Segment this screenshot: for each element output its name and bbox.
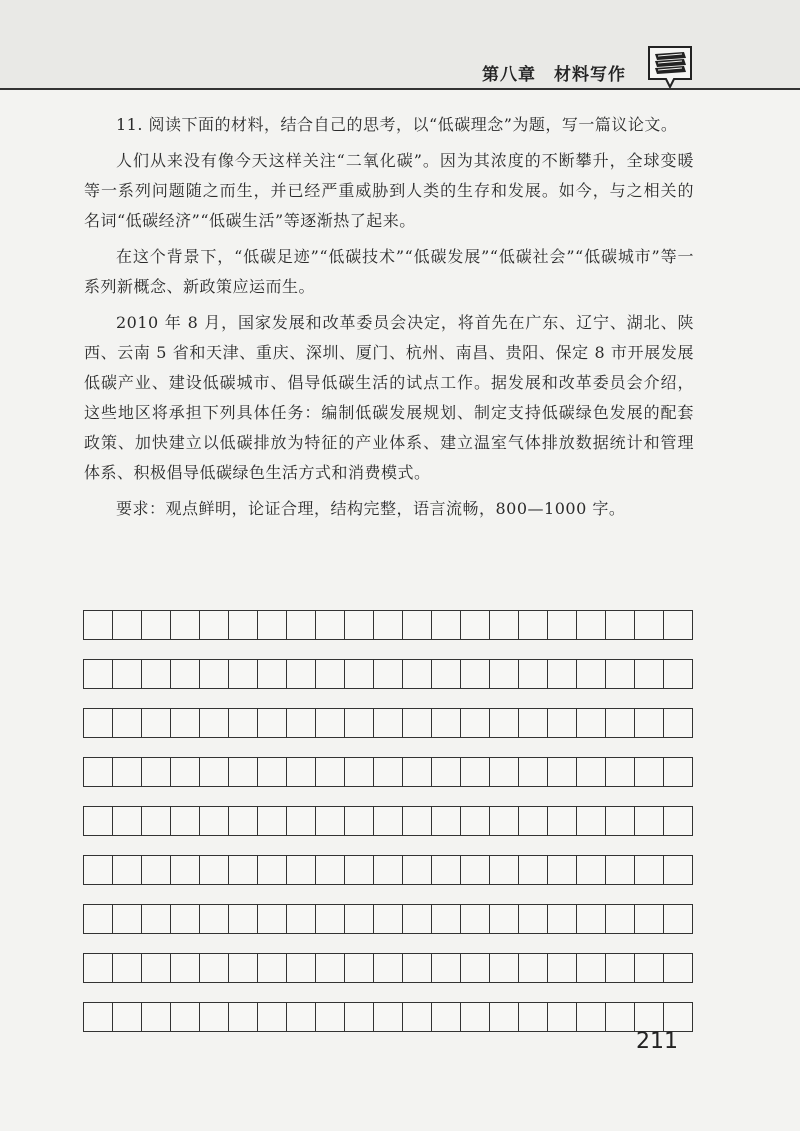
grid-cell[interactable] [577,953,606,983]
page-header [0,0,800,92]
grid-cell[interactable] [432,1002,461,1032]
grid-cell[interactable] [200,610,229,640]
grid-cell[interactable] [519,610,548,640]
grid-cell[interactable] [200,659,229,689]
grid-cell[interactable] [258,855,287,885]
grid-cell[interactable] [113,953,142,983]
grid-cell[interactable] [84,806,113,836]
grid-cell[interactable] [287,953,316,983]
grid-cell[interactable] [258,708,287,738]
page-number: 211 [636,1029,678,1054]
grid-cell[interactable] [577,757,606,787]
grid-cell[interactable] [84,953,113,983]
grid-cell[interactable] [548,904,577,934]
grid-cell[interactable] [316,855,345,885]
grid-cell[interactable] [287,708,316,738]
grid-cell[interactable] [374,659,403,689]
grid-cell[interactable] [490,610,519,640]
grid-cell[interactable] [142,953,171,983]
grid-cell[interactable] [606,904,635,934]
grid-cell[interactable] [258,757,287,787]
grid-cell[interactable] [345,806,374,836]
grid-cell[interactable] [635,904,664,934]
question-body [84,110,694,530]
grid-cell[interactable] [403,610,432,640]
grid-cell[interactable] [635,806,664,836]
grid-cell[interactable] [403,855,432,885]
grid-cell[interactable] [374,806,403,836]
requirement-text: 要求：观点鲜明，论证合理，结构完整，语言流畅，800—1000 字。 [116,499,626,518]
grid-cell[interactable] [229,855,258,885]
grid-cell[interactable] [229,659,258,689]
grid-cell[interactable] [490,757,519,787]
grid-cell[interactable] [403,1002,432,1032]
grid-cell[interactable] [577,659,606,689]
grid-cell[interactable] [490,1002,519,1032]
grid-cell[interactable] [142,855,171,885]
grid-cell[interactable] [316,757,345,787]
grid-cell[interactable] [606,757,635,787]
grid-row [83,855,693,885]
grid-cell[interactable] [200,904,229,934]
grid-cell[interactable] [664,855,693,885]
grid-cell[interactable] [548,855,577,885]
grid-cell[interactable] [432,610,461,640]
grid-cell[interactable] [229,610,258,640]
grid-cell[interactable] [113,806,142,836]
grid-cell[interactable] [490,953,519,983]
grid-cell[interactable] [229,904,258,934]
grid-cell[interactable] [200,806,229,836]
grid-cell[interactable] [519,659,548,689]
grid-cell[interactable] [432,757,461,787]
grid-cell[interactable] [287,659,316,689]
grid-cell[interactable] [316,708,345,738]
grid-cell[interactable] [432,659,461,689]
grid-cell[interactable] [635,610,664,640]
grid-cell[interactable] [374,757,403,787]
grid-cell[interactable] [316,806,345,836]
grid-cell[interactable] [664,1002,693,1032]
grid-cell[interactable] [374,708,403,738]
grid-cell[interactable] [171,708,200,738]
grid-cell[interactable] [345,659,374,689]
grid-cell[interactable] [461,757,490,787]
grid-cell[interactable] [258,806,287,836]
grid-cell[interactable] [316,1002,345,1032]
grid-cell[interactable] [577,855,606,885]
writing-grid [83,610,693,1051]
grid-cell[interactable] [577,610,606,640]
grid-cell[interactable] [548,806,577,836]
grid-cell[interactable] [403,659,432,689]
grid-cell[interactable] [171,659,200,689]
grid-cell[interactable] [287,1002,316,1032]
grid-cell[interactable] [345,1002,374,1032]
grid-cell[interactable] [519,953,548,983]
grid-cell[interactable] [606,708,635,738]
grid-row [83,757,693,787]
grid-cell[interactable] [171,953,200,983]
grid-cell[interactable] [345,953,374,983]
grid-cell[interactable] [200,708,229,738]
grid-cell[interactable] [171,1002,200,1032]
grid-cell[interactable] [287,757,316,787]
grid-cell[interactable] [113,904,142,934]
grid-cell[interactable] [403,757,432,787]
grid-cell[interactable] [461,953,490,983]
grid-cell[interactable] [113,708,142,738]
grid-cell[interactable] [519,1002,548,1032]
grid-cell[interactable] [287,610,316,640]
grid-cell[interactable] [229,1002,258,1032]
grid-cell[interactable] [548,757,577,787]
grid-cell[interactable] [84,610,113,640]
grid-cell[interactable] [171,806,200,836]
grid-cell[interactable] [84,659,113,689]
grid-cell[interactable] [258,904,287,934]
grid-cell[interactable] [664,953,693,983]
grid-cell[interactable] [461,1002,490,1032]
grid-cell[interactable] [142,659,171,689]
grid-cell[interactable] [171,757,200,787]
grid-cell[interactable] [316,953,345,983]
grid-cell[interactable] [403,708,432,738]
grid-cell[interactable] [548,1002,577,1032]
grid-row [83,1002,693,1032]
chapter-title: 第八章 材料写作 [482,65,626,85]
grid-cell[interactable] [548,610,577,640]
grid-cell[interactable] [84,1002,113,1032]
material-paragraph: 在这个背景下，“低碳足迹”“低碳技术”“低碳发展”“低碳社会”“低碳城市”等一系列新概念、新政策应运而生。 [84,247,694,296]
grid-cell[interactable] [374,855,403,885]
grid-cell[interactable] [403,904,432,934]
grid-cell[interactable] [113,659,142,689]
grid-cell[interactable] [113,1002,142,1032]
grid-cell[interactable] [374,1002,403,1032]
material-paragraph: 人们从来没有像今天这样关注“二氧化碳”。因为其浓度的不断攀升，全球变暖等一系列问题随之而生，并已经严重威胁到人类的生存和发展。如今，与之相关的名词“低碳经济”“低碳生活”等逐渐热了起来。 [84,151,694,230]
grid-cell[interactable] [229,953,258,983]
grid-cell[interactable] [606,855,635,885]
grid-cell[interactable] [316,904,345,934]
grid-cell[interactable] [142,757,171,787]
grid-cell[interactable] [606,1002,635,1032]
grid-row [83,953,693,983]
grid-cell[interactable] [577,708,606,738]
grid-cell[interactable] [258,659,287,689]
grid-cell[interactable] [229,708,258,738]
grid-cell[interactable] [519,757,548,787]
grid-cell[interactable] [432,806,461,836]
grid-cell[interactable] [461,904,490,934]
grid-cell[interactable] [142,708,171,738]
grid-cell[interactable] [664,708,693,738]
grid-cell[interactable] [113,855,142,885]
grid-cell[interactable] [635,708,664,738]
grid-row [83,904,693,934]
grid-cell[interactable] [432,708,461,738]
grid-cell[interactable] [577,806,606,836]
grid-cell[interactable] [200,757,229,787]
grid-cell[interactable] [490,708,519,738]
grid-cell[interactable] [490,904,519,934]
grid-cell[interactable] [229,806,258,836]
grid-cell[interactable] [316,659,345,689]
grid-cell[interactable] [519,806,548,836]
grid-cell[interactable] [374,953,403,983]
grid-cell[interactable] [84,708,113,738]
grid-cell[interactable] [432,953,461,983]
grid-cell[interactable] [171,855,200,885]
grid-cell[interactable] [606,806,635,836]
grid-cell[interactable] [258,953,287,983]
grid-cell[interactable] [287,855,316,885]
grid-cell[interactable] [374,904,403,934]
grid-cell[interactable] [403,953,432,983]
grid-cell[interactable] [519,855,548,885]
grid-cell[interactable] [635,953,664,983]
grid-cell[interactable] [490,659,519,689]
grid-cell[interactable] [374,610,403,640]
grid-cell[interactable] [519,708,548,738]
grid-cell[interactable] [258,610,287,640]
grid-cell[interactable] [200,855,229,885]
grid-cell[interactable] [142,904,171,934]
grid-cell[interactable] [577,904,606,934]
grid-cell[interactable] [84,757,113,787]
grid-cell[interactable] [142,1002,171,1032]
grid-cell[interactable] [345,757,374,787]
grid-cell[interactable] [345,855,374,885]
grid-row [83,659,693,689]
grid-cell[interactable] [664,659,693,689]
grid-cell[interactable] [345,708,374,738]
grid-cell[interactable] [171,904,200,934]
grid-cell[interactable] [142,610,171,640]
grid-cell[interactable] [519,904,548,934]
grid-cell[interactable] [548,953,577,983]
grid-cell[interactable] [461,610,490,640]
grid-cell[interactable] [577,1002,606,1032]
grid-cell[interactable] [200,953,229,983]
grid-cell[interactable] [287,806,316,836]
grid-cell[interactable] [403,806,432,836]
grid-row [83,610,693,640]
grid-cell[interactable] [635,855,664,885]
grid-cell[interactable] [84,904,113,934]
grid-cell[interactable] [461,708,490,738]
grid-cell[interactable] [635,659,664,689]
grid-cell[interactable] [664,610,693,640]
grid-cell[interactable] [142,806,171,836]
header-rule [0,88,800,90]
material-paragraph: 2010 年 8 月，国家发展和改革委员会决定，将首先在广东、辽宁、湖北、陕西、云南 5 省和天津、重庆、深圳、厦门、杭州、南昌、贵阳、保定 8 市开展发展低碳产业、建设低碳城市、倡导低碳生活的试点工作。据发展和改革委员会介绍，这些地区将承担下列具体任务：编制低碳发展规划、制定支持低碳绿色发展的配套政策、加快建立以低碳排放为特征的产业体系、建立温室气体排放数据统计和管理体系、积极倡导低碳绿色生活方式和消费模式。 [84,313,694,482]
grid-cell[interactable] [490,806,519,836]
grid-cell[interactable] [548,708,577,738]
grid-cell[interactable] [200,1002,229,1032]
grid-cell[interactable] [229,757,258,787]
grid-cell[interactable] [345,610,374,640]
grid-cell[interactable] [432,855,461,885]
grid-cell[interactable] [113,757,142,787]
grid-cell[interactable] [548,659,577,689]
grid-cell[interactable] [258,1002,287,1032]
grid-cell[interactable] [606,953,635,983]
grid-row [83,708,693,738]
grid-cell[interactable] [84,855,113,885]
grid-cell[interactable] [316,610,345,640]
grid-cell[interactable] [461,806,490,836]
grid-row [83,806,693,836]
question-prompt: 11. 阅读下面的材料，结合自己的思考，以“低碳理念”为题，写一篇议论文。 [116,115,678,134]
grid-cell[interactable] [113,610,142,640]
grid-cell[interactable] [432,904,461,934]
grid-cell[interactable] [635,1002,664,1032]
grid-cell[interactable] [461,855,490,885]
grid-cell[interactable] [635,757,664,787]
grid-cell[interactable] [461,659,490,689]
grid-cell[interactable] [606,659,635,689]
grid-cell[interactable] [606,610,635,640]
grid-cell[interactable] [664,806,693,836]
grid-cell[interactable] [664,757,693,787]
grid-cell[interactable] [287,904,316,934]
grid-cell[interactable] [345,904,374,934]
books-icon [646,44,694,90]
grid-cell[interactable] [171,610,200,640]
grid-cell[interactable] [664,904,693,934]
grid-cell[interactable] [490,855,519,885]
